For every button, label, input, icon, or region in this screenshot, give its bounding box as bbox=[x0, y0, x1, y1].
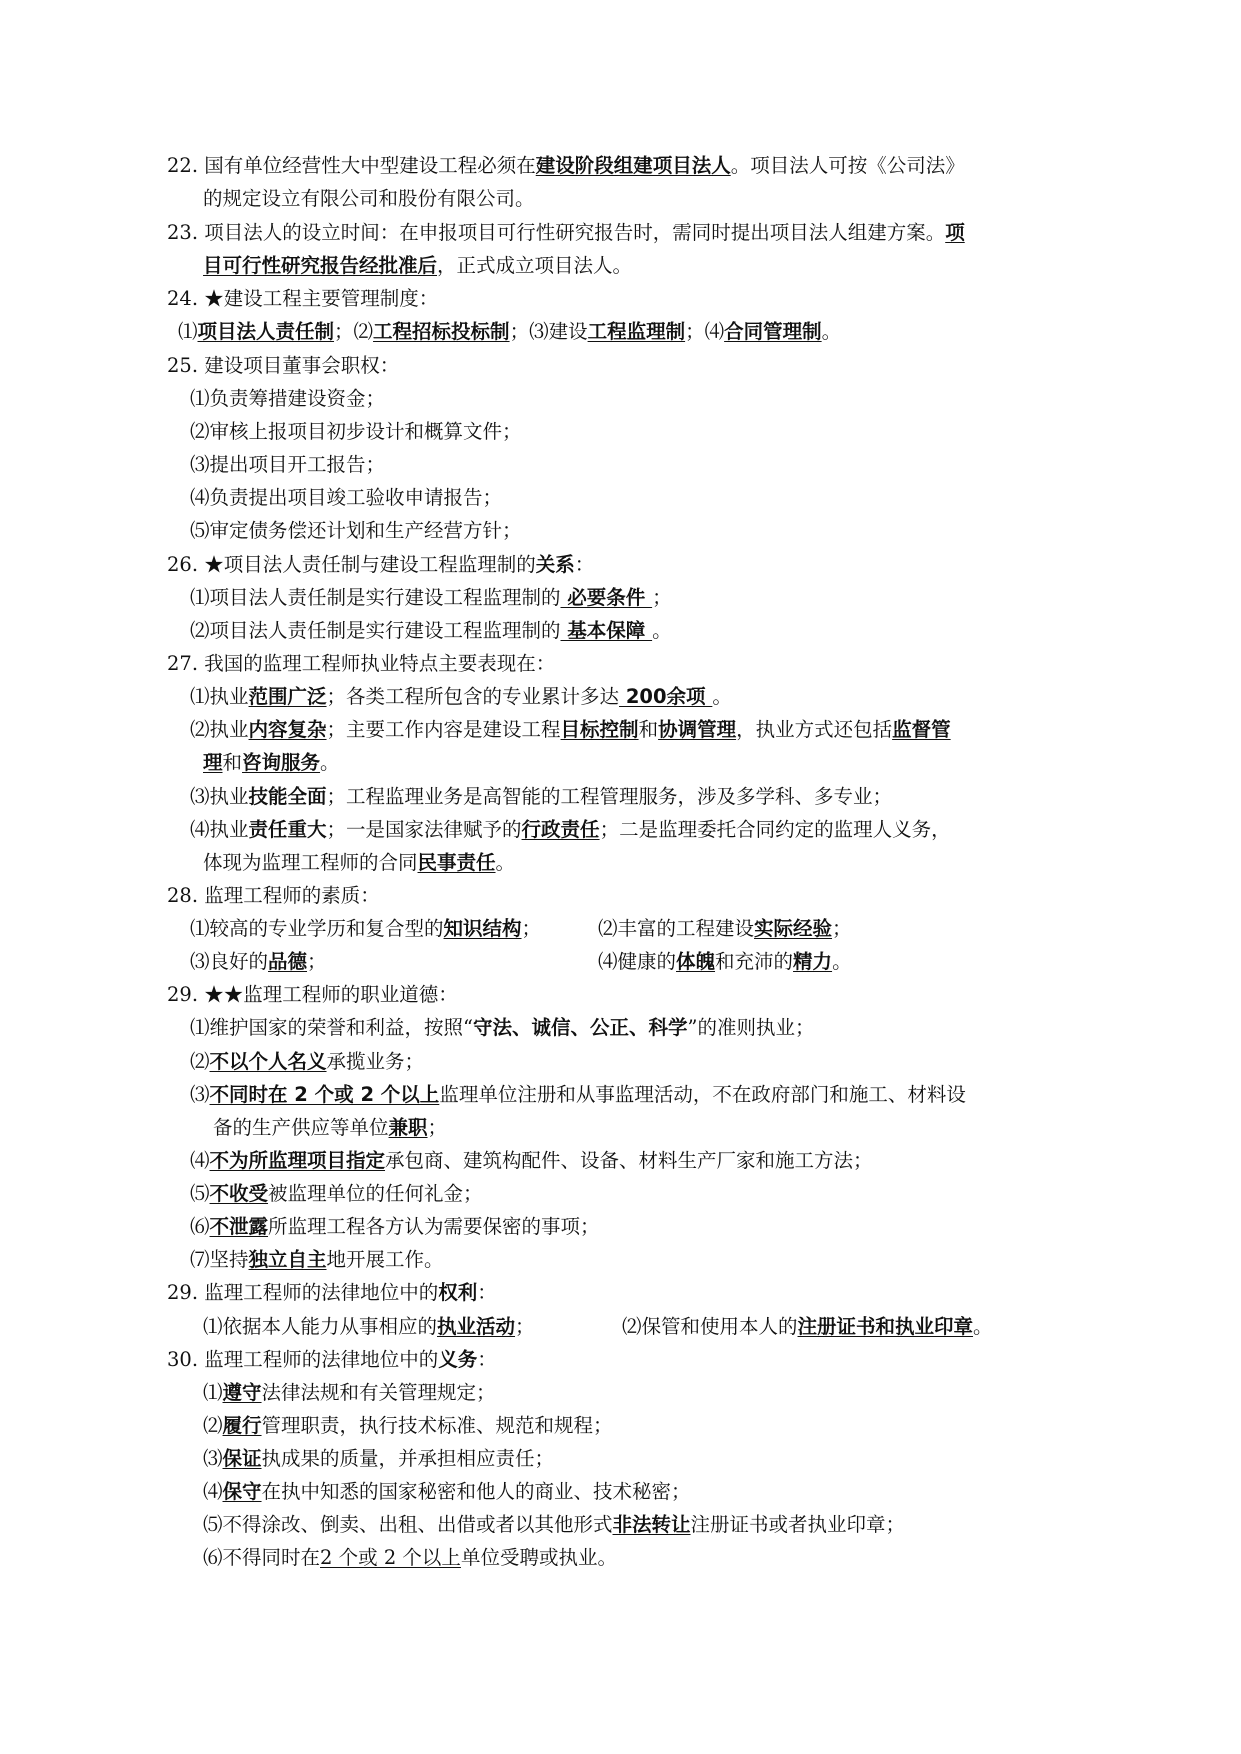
key-term: 内容复杂 bbox=[248, 718, 327, 741]
key-term: 范围广泛 bbox=[248, 685, 327, 708]
text-line bbox=[190, 1081, 966, 1109]
text-line bbox=[203, 1379, 496, 1407]
body-text: ⑴负责筹措建设资金； bbox=[190, 387, 386, 410]
body-text: ⑸ bbox=[190, 1182, 210, 1205]
body-text: ⑹不得同时在 bbox=[203, 1546, 321, 1569]
text-line bbox=[190, 948, 327, 976]
body-text: 和 bbox=[222, 751, 243, 774]
body-text: ，正式成立项目法人。 bbox=[437, 254, 633, 277]
body-text: ⑵项目法人责任制是实行建设工程监理制的 bbox=[190, 619, 561, 642]
key-term: 咨询服务 bbox=[242, 751, 321, 774]
body-text: ”的准则执业； bbox=[687, 1016, 815, 1039]
body-text: 。项目法人可按《公司法》 bbox=[730, 154, 965, 177]
text-line bbox=[167, 219, 965, 247]
body-text: 的规定设立有限公司和股份有限公司。 bbox=[203, 187, 535, 210]
body-text: 29. ★★监理工程师的职业道德： bbox=[167, 983, 458, 1006]
text-line bbox=[167, 1279, 497, 1307]
body-text: ⑵审核上报项目初步设计和概算文件； bbox=[190, 420, 522, 443]
text-line bbox=[167, 352, 399, 380]
text-line bbox=[167, 285, 438, 313]
key-term: 不收受 bbox=[209, 1182, 269, 1205]
body-text: ，执业方式还包括 bbox=[736, 718, 893, 741]
body-text: 体现为监理工程师的合同 bbox=[203, 851, 418, 874]
body-text: 所监理工程各方认为需要保密的事项； bbox=[268, 1215, 600, 1238]
key-term: 200余项 bbox=[619, 685, 713, 708]
body-text: 被监理单位的任何礼金； bbox=[268, 1182, 483, 1205]
text-line bbox=[203, 252, 632, 280]
text-line bbox=[190, 517, 522, 545]
body-text: 执成果的质量，并承担相应责任； bbox=[261, 1447, 555, 1470]
text-line bbox=[203, 1511, 905, 1539]
key-term: 项 bbox=[945, 221, 965, 244]
key-term: 履行 bbox=[222, 1414, 262, 1437]
key-term: 目标控制 bbox=[560, 718, 639, 741]
body-text: ： bbox=[477, 1281, 497, 1304]
body-text: ⑷ bbox=[190, 1149, 210, 1172]
body-text: ⑸不得涂改、倒卖、出租、出借或者以其他形式 bbox=[203, 1513, 613, 1536]
key-term: 兼职 bbox=[388, 1116, 428, 1139]
key-term: 合同管理制 bbox=[724, 320, 822, 343]
body-text: 管理职责，执行技术标准、规范和规程； bbox=[261, 1414, 613, 1437]
body-text: 30. 监理工程师的法律地位中的 bbox=[167, 1348, 439, 1371]
key-term: 2 个或 2 个以上 bbox=[320, 1546, 461, 1569]
body-text: ；工程监理业务是高智能的工程管理服务，涉及多学科、多专业； bbox=[326, 785, 893, 808]
body-text: ⑵丰富的工程建设 bbox=[598, 917, 755, 940]
body-text: 29. 监理工程师的法律地位中的 bbox=[167, 1281, 439, 1304]
body-text: 单位受聘或执业。 bbox=[460, 1546, 617, 1569]
body-text: 承包商、建筑构配件、设备、材料生产厂家和施工方法； bbox=[385, 1149, 873, 1172]
body-text: 。 bbox=[652, 619, 672, 642]
body-text: 在执中知悉的国家秘密和他人的商业、技术秘密； bbox=[261, 1480, 691, 1503]
body-text: ；一是国家法律赋予的 bbox=[326, 818, 522, 841]
key-term: 建设阶段组建项目法人 bbox=[535, 154, 731, 177]
body-text: 和 bbox=[638, 718, 659, 741]
text-line bbox=[167, 1346, 497, 1374]
text-line bbox=[190, 783, 892, 811]
body-text: ⑴执业 bbox=[190, 685, 249, 708]
text-line bbox=[203, 1445, 554, 1473]
key-term: 独立自主 bbox=[248, 1248, 327, 1271]
body-text: ： bbox=[477, 1348, 497, 1371]
text-line bbox=[167, 981, 458, 1009]
key-term: 理 bbox=[203, 751, 223, 774]
text-line bbox=[598, 915, 852, 943]
body-text: ⑵ bbox=[203, 1414, 223, 1437]
text-line bbox=[203, 1412, 613, 1440]
text-line bbox=[203, 185, 535, 213]
key-term: 工程招标投标制 bbox=[373, 320, 510, 343]
key-term: 执业活动 bbox=[437, 1315, 516, 1338]
body-text: ；⑶建设 bbox=[509, 320, 588, 343]
text-line bbox=[190, 418, 522, 446]
body-text: ；各类工程所包含的专业累计多达 bbox=[326, 685, 620, 708]
text-line bbox=[190, 1147, 873, 1175]
key-term: 不为所监理项目指定 bbox=[209, 1149, 386, 1172]
key-term: 遵守 bbox=[222, 1381, 262, 1404]
body-text: ⑷负责提出项目竣工验收申请报告； bbox=[190, 486, 503, 509]
text-line bbox=[167, 152, 965, 180]
body-text: ； bbox=[427, 1116, 448, 1139]
text-line bbox=[190, 451, 385, 479]
text-line bbox=[190, 716, 951, 744]
text-line bbox=[190, 617, 672, 645]
body-text: ⑶ bbox=[203, 1447, 223, 1470]
key-term: 民事责任 bbox=[417, 851, 496, 874]
key-term: 监督管 bbox=[892, 718, 951, 741]
emphasis-text: 义务 bbox=[438, 1348, 478, 1371]
key-term: 品德 bbox=[268, 950, 308, 973]
body-text: ⑴较高的专业学历和复合型的 bbox=[190, 917, 444, 940]
body-text: 25. 建设项目董事会职权： bbox=[167, 354, 400, 377]
body-text: ⑷ bbox=[203, 1480, 223, 1503]
text-line bbox=[190, 816, 951, 844]
emphasis-text: 关系 bbox=[535, 553, 575, 576]
body-text: ⑴ bbox=[203, 1381, 223, 1404]
body-text: ⑴项目法人责任制是实行建设工程监理制的 bbox=[190, 586, 561, 609]
body-text: 法律法规和有关管理规定； bbox=[261, 1381, 496, 1404]
body-text: ⑶执业 bbox=[190, 785, 249, 808]
body-text: 24. ★建设工程主要管理制度： bbox=[167, 287, 439, 310]
text-line bbox=[167, 551, 594, 579]
body-text: ⑶提出项目开工报告； bbox=[190, 453, 386, 476]
body-text: 监理单位注册和从事监理活动，不在政府部门和施工、材料设 bbox=[439, 1083, 966, 1106]
text-line bbox=[190, 1180, 483, 1208]
body-text: ⑵执业 bbox=[190, 718, 249, 741]
body-text: 。 bbox=[495, 851, 516, 874]
emphasis-text: 技能全面 bbox=[248, 785, 327, 808]
body-text: 。 bbox=[973, 1315, 993, 1338]
body-text: ⑸审定债务偿还计划和生产经营方针； bbox=[190, 519, 522, 542]
body-text: ； bbox=[515, 1315, 535, 1338]
text-line bbox=[622, 1313, 993, 1341]
emphasis-text: 守法、诚信、公正、科学 bbox=[472, 1016, 688, 1039]
body-text: ；⑷ bbox=[685, 320, 725, 343]
key-term: 不以个人名义 bbox=[209, 1050, 327, 1073]
body-text: 27. 我国的监理工程师执业特点主要表现在： bbox=[167, 652, 556, 675]
key-term: 不同时在 2 个或 2 个以上 bbox=[209, 1083, 440, 1106]
key-term: 工程监理制 bbox=[587, 320, 686, 343]
body-text: ⑷健康的 bbox=[598, 950, 677, 973]
key-term: 目可行性研究报告经批准后 bbox=[203, 254, 438, 277]
text-line bbox=[203, 849, 515, 877]
text-line bbox=[190, 915, 541, 943]
body-text: ⑴ bbox=[178, 320, 198, 343]
text-line bbox=[190, 1014, 814, 1042]
key-term: 精力 bbox=[793, 950, 833, 973]
text-line bbox=[167, 650, 555, 678]
text-line bbox=[190, 683, 732, 711]
body-text: 28. 监理工程师的素质： bbox=[167, 884, 380, 907]
text-line bbox=[190, 584, 672, 612]
body-text: ⑺坚持 bbox=[190, 1248, 249, 1271]
key-term: 体魄 bbox=[676, 950, 716, 973]
text-line bbox=[203, 1544, 617, 1572]
body-text: 备的生产供应等单位 bbox=[213, 1116, 389, 1139]
key-term: 知识结构 bbox=[443, 917, 522, 940]
text-line bbox=[190, 1213, 600, 1241]
text-line bbox=[203, 1313, 535, 1341]
body-text: 地开展工作。 bbox=[326, 1248, 444, 1271]
text-line bbox=[190, 484, 502, 512]
key-term: 实际经验 bbox=[754, 917, 833, 940]
body-text: ； bbox=[832, 917, 852, 940]
body-text: ： bbox=[574, 553, 595, 576]
body-text: ⑹ bbox=[190, 1215, 210, 1238]
key-term: 保守 bbox=[222, 1480, 262, 1503]
body-text: 承揽业务； bbox=[326, 1050, 425, 1073]
body-text: 22. 国有单位经营性大中型建设工程必须在 bbox=[167, 154, 536, 177]
key-term: 行政责任 bbox=[521, 818, 600, 841]
text-line bbox=[213, 1114, 447, 1142]
key-term: 非法转让 bbox=[612, 1513, 691, 1536]
body-text: ⑶良好的 bbox=[190, 950, 269, 973]
key-term: 保证 bbox=[222, 1447, 262, 1470]
body-text: ； bbox=[521, 917, 542, 940]
body-text: ；主要工作内容是建设工程 bbox=[326, 718, 561, 741]
body-text: ⑴维护国家的荣誉和利益，按照“ bbox=[190, 1016, 473, 1039]
text-line bbox=[167, 882, 380, 910]
key-term: 基本保障 bbox=[560, 619, 653, 642]
text-line bbox=[190, 1048, 424, 1076]
body-text: ；二是监理委托合同约定的监理人义务， bbox=[599, 818, 951, 841]
body-text: 注册证书或者执业印章； bbox=[690, 1513, 906, 1536]
body-text: ⑴依据本人能力从事相应的 bbox=[203, 1315, 438, 1338]
key-term: 协调管理 bbox=[658, 718, 737, 741]
body-text: ⑵ bbox=[190, 1050, 210, 1073]
body-text: 26. ★项目法人责任制与建设工程监理制的 bbox=[167, 553, 536, 576]
body-text: 。 bbox=[832, 950, 852, 973]
key-term: 不泄露 bbox=[209, 1215, 269, 1238]
key-term: 注册证书和执业印章 bbox=[797, 1315, 974, 1338]
body-text: ⑵保管和使用本人的 bbox=[622, 1315, 798, 1338]
body-text: 。 bbox=[712, 685, 732, 708]
text-line bbox=[178, 318, 841, 346]
body-text: 。 bbox=[821, 320, 842, 343]
body-text: 。 bbox=[320, 751, 340, 774]
text-line bbox=[598, 948, 852, 976]
key-term: 项目法人责任制 bbox=[197, 320, 335, 343]
body-text: ；⑵ bbox=[334, 320, 374, 343]
body-text: ； bbox=[652, 586, 672, 609]
body-text: 23. 项目法人的设立时间：在申报项目可行性研究报告时，需同时提出项目法人组建方案。 bbox=[167, 221, 946, 244]
text-line bbox=[203, 749, 340, 777]
emphasis-text: 责任重大 bbox=[248, 818, 327, 841]
body-text: ⑶ bbox=[190, 1083, 210, 1106]
text-line bbox=[190, 385, 385, 413]
text-line bbox=[190, 1246, 444, 1274]
emphasis-text: 权利 bbox=[438, 1281, 478, 1304]
key-term: 必要条件 bbox=[560, 586, 653, 609]
text-line bbox=[203, 1478, 691, 1506]
body-text: 和充沛的 bbox=[715, 950, 794, 973]
body-text: ； bbox=[307, 950, 327, 973]
body-text: ⑷执业 bbox=[190, 818, 249, 841]
